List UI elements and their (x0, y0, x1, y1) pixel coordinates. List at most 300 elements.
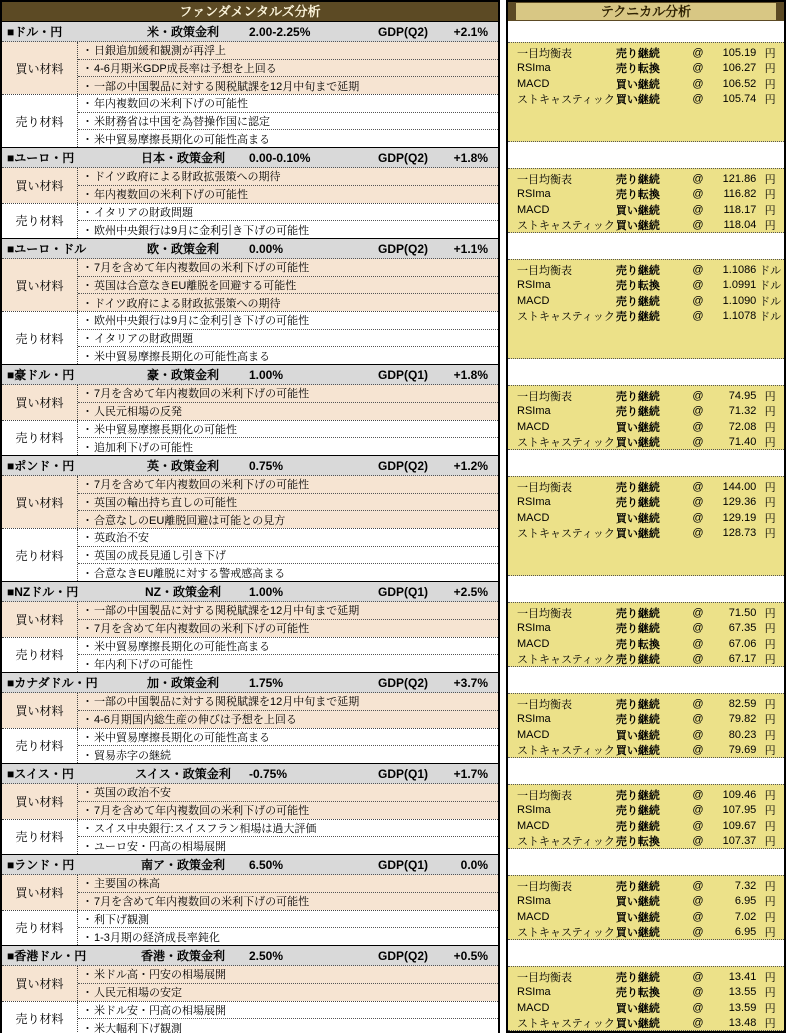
factor-row (78, 293, 498, 311)
currency-section (2, 364, 498, 455)
indicator-price: 82.59 (728, 697, 757, 710)
currency-pair-label: ■スイス・円 (7, 767, 74, 781)
factor-row (78, 402, 498, 420)
indicator-price: 67.06 (728, 637, 757, 650)
technical-indicator-row (508, 187, 784, 203)
sell-factors-group (2, 311, 498, 364)
fundamentals-title: ファンダメンタルズ分析 (179, 4, 321, 19)
currency-pair-label: ■NZドル・円 (7, 585, 79, 599)
currency-section-header (2, 365, 498, 385)
price-unit: 円 (764, 638, 776, 651)
currency-section (2, 147, 498, 238)
sell-factors-label: 売り材料 (2, 95, 78, 147)
bullet-mark: ・ (82, 714, 93, 727)
fundamentals-title-bar (2, 2, 498, 21)
sell-factors-label: 売り材料 (2, 529, 78, 581)
factor-row (78, 276, 498, 294)
currency-section-header (2, 582, 498, 602)
currency-section-header (2, 239, 498, 259)
gdp-label: GDP(Q2) (377, 241, 428, 256)
currency-pair-label: ■ユーロ・ドル (7, 242, 87, 256)
technical-indicator-row (508, 985, 784, 1001)
indicator-name: RSIma (517, 405, 551, 418)
price-unit: 円 (764, 745, 776, 758)
indicator-name: MACD (517, 77, 550, 90)
factors-body (2, 42, 498, 147)
factors-body (2, 259, 498, 364)
factor-text: 英国の輸出持ち直しの可能性 (94, 497, 237, 509)
buy-factors-label: 買い材料 (2, 784, 78, 819)
technical-indicator-row (508, 621, 784, 637)
at-sign-icon: @ (692, 188, 704, 201)
bullet-mark: ・ (82, 640, 93, 653)
indicator-name: RSIma (517, 496, 551, 509)
factor-row (78, 875, 498, 892)
at-sign-icon: @ (692, 653, 704, 666)
gdp-value: 0.0% (460, 857, 488, 872)
indicator-price: 107.37 (722, 835, 757, 848)
technical-indicator-row (508, 878, 784, 894)
indicator-signal: 買い継続 (615, 204, 660, 217)
indicator-name: RSIma (517, 713, 551, 726)
at-sign-icon: @ (692, 405, 704, 418)
bullet-mark: ・ (82, 787, 93, 800)
sell-factors-group (2, 420, 498, 456)
technical-signals-block (508, 966, 784, 1031)
price-unit: 円 (764, 406, 776, 419)
indicator-name: MACD (517, 511, 550, 524)
indicator-signal: 売り継続 (615, 295, 660, 308)
bullet-mark: ・ (82, 605, 93, 618)
factor-text: ドイツ政府による財政拡張策への期待 (94, 171, 281, 184)
bullet-mark: ・ (82, 406, 93, 419)
bullet-mark: ・ (82, 878, 93, 891)
technical-indicator-row (508, 818, 784, 834)
factor-row (78, 112, 498, 130)
technical-indicator-row (508, 171, 784, 187)
technical-section (508, 854, 784, 945)
at-sign-icon: @ (692, 496, 704, 509)
factor-row (78, 654, 498, 672)
indicator-price: 107.95 (722, 804, 757, 817)
sell-factors-group (2, 94, 498, 147)
at-sign-icon: @ (692, 511, 704, 524)
currency-section (2, 21, 498, 147)
factor-row (78, 421, 498, 438)
indicator-price: 128.73 (722, 527, 757, 540)
factor-row (78, 983, 498, 1001)
technical-section (508, 763, 784, 854)
gdp-label: GDP(Q1) (377, 367, 428, 382)
buy-factors-list (78, 875, 498, 910)
indicator-price: 1.1090 (722, 294, 757, 307)
technical-indicator-row (508, 636, 784, 652)
gdp-value: +1.7% (453, 766, 488, 781)
factor-text: 4-6月期米GDP成長率は予想を上回る (94, 63, 277, 75)
currency-section-header (2, 764, 498, 784)
at-sign-icon: @ (692, 93, 704, 106)
factor-row (78, 784, 498, 801)
technical-section (508, 21, 784, 147)
gdp-label: GDP(Q2) (377, 24, 428, 39)
currency-pair-label: ■ランド・円 (7, 858, 75, 872)
indicator-name: RSIma (517, 804, 551, 817)
indicator-signal: 買い継続 (615, 1002, 660, 1015)
gdp-label: GDP(Q1) (377, 857, 428, 872)
gdp-label: GDP(Q1) (377, 766, 428, 781)
price-unit: 円 (764, 880, 776, 893)
factor-row (78, 911, 498, 928)
price-unit: 円 (764, 971, 776, 984)
gdp-value: +1.1% (453, 241, 488, 256)
indicator-price: 1.1086 (722, 263, 757, 276)
buy-factors-label: 買い材料 (2, 693, 78, 728)
indicator-signal: 売り転換 (615, 836, 660, 849)
technical-title-plate (516, 3, 776, 20)
factor-text: 欧州中央銀行は9月に金利引き下げの可能性 (94, 315, 310, 328)
buy-factors-label: 買い材料 (2, 168, 78, 203)
indicator-price: 67.17 (728, 653, 757, 666)
factor-text: 主要国の株高 (94, 878, 160, 891)
technical-spacer (508, 147, 784, 168)
price-unit: 円 (764, 623, 776, 636)
at-sign-icon: @ (692, 203, 704, 216)
factor-text: 一部の中国製品に対する関税賦課を12月中旬まで延期 (94, 696, 360, 709)
at-sign-icon: @ (692, 1017, 704, 1030)
indicator-price: 13.41 (728, 970, 757, 983)
indicator-price: 105.74 (722, 93, 757, 106)
at-sign-icon: @ (692, 77, 704, 90)
price-unit: 円 (764, 805, 776, 818)
policy-rate-label: 英・政策金利 (146, 459, 219, 473)
factor-text: 年内利下げの可能性 (94, 658, 193, 671)
price-unit: 円 (764, 698, 776, 711)
indicator-price: 105.19 (722, 46, 757, 59)
bullet-mark: ・ (82, 297, 93, 310)
factor-row (78, 927, 498, 945)
indicator-name: 一目均衡表 (517, 264, 572, 277)
bullet-mark: ・ (82, 696, 93, 709)
indicator-name: MACD (517, 1001, 550, 1014)
indicator-signal: 売り継続 (615, 714, 660, 727)
indicator-signal: 売り継続 (615, 698, 660, 711)
technical-indicator-row (508, 605, 784, 621)
indicator-signal: 買い継続 (615, 745, 660, 758)
indicator-signal: 売り継続 (615, 390, 660, 403)
indicator-name: ストキャスティック (517, 437, 615, 450)
currency-pair-label: ■豪ドル・円 (7, 368, 75, 382)
policy-rate-label: NZ・政策金利 (145, 585, 221, 599)
technical-indicator-row (508, 652, 784, 668)
price-unit: ドル (759, 264, 782, 277)
factor-text: 英国は合意なきEU離脱を回避する可能性 (94, 280, 297, 292)
bullet-mark: ・ (82, 333, 93, 345)
technical-section (508, 945, 784, 1033)
at-sign-icon: @ (692, 436, 704, 449)
technical-indicator-row (508, 712, 784, 728)
buy-factors-group (2, 168, 498, 203)
sell-factors-list (78, 820, 498, 855)
buy-factors-list (78, 385, 498, 420)
sell-factors-list (78, 95, 498, 147)
sell-factors-list (78, 911, 498, 946)
bullet-mark: ・ (82, 206, 93, 219)
indicator-price: 13.55 (728, 986, 757, 999)
sell-factors-list (78, 312, 498, 364)
factor-row (78, 529, 498, 546)
buy-factors-label: 買い材料 (2, 42, 78, 94)
indicator-name: ストキャスティック (517, 1018, 615, 1031)
bullet-mark: ・ (82, 262, 93, 275)
sell-factors-group (2, 637, 498, 673)
indicator-signal: 買い継続 (615, 896, 660, 909)
indicator-name: 一目均衡表 (517, 47, 572, 60)
price-unit: 円 (764, 729, 776, 742)
factor-text: 7月を含めて年内複数回の米利下げの可能性 (94, 262, 310, 275)
indicator-price: 144.00 (722, 480, 757, 493)
indicator-name: 一目均衡表 (517, 698, 572, 711)
policy-rate-value: 0.75% (249, 458, 284, 473)
indicator-name: RSIma (517, 986, 551, 999)
factors-body (2, 966, 498, 1033)
fundamentals-sections (2, 21, 498, 1033)
at-sign-icon: @ (692, 606, 704, 619)
sell-factors-label: 売り材料 (2, 204, 78, 239)
currency-section (2, 945, 498, 1033)
price-unit: ドル (759, 311, 782, 324)
factor-text: 7月を含めて年内複数回の米利下げの可能性 (94, 896, 310, 909)
at-sign-icon: @ (692, 713, 704, 726)
sell-factors-label: 売り材料 (2, 312, 78, 364)
technical-signals-block (508, 602, 784, 667)
factor-row (78, 204, 498, 221)
bullet-mark: ・ (82, 514, 93, 527)
policy-rate-value: 1.00% (249, 584, 284, 599)
factor-row (78, 476, 498, 493)
technical-indicator-row (508, 803, 784, 819)
indicator-price: 79.82 (728, 713, 757, 726)
buy-factors-list (78, 602, 498, 637)
indicator-signal: 売り継続 (615, 805, 660, 818)
factor-text: 米中貿易摩擦長期化の可能性高まる (94, 640, 270, 653)
indicator-signal: 買い継続 (615, 528, 660, 541)
buy-factors-group (2, 42, 498, 94)
bullet-mark: ・ (82, 441, 93, 454)
sell-factors-label: 売り材料 (2, 729, 78, 764)
sell-factors-list (78, 421, 498, 456)
indicator-signal: 売り転換 (615, 280, 660, 293)
technical-signals-block (508, 875, 784, 940)
factor-text: スイス中央銀行:スイスフラン相場は過大評価 (94, 822, 317, 835)
indicator-name: RSIma (517, 895, 551, 908)
gdp-label: GDP(Q2) (377, 675, 428, 690)
factor-row (78, 168, 498, 185)
indicator-price: 1.0991 (722, 279, 757, 292)
policy-rate-value: 0.00-0.10% (249, 150, 311, 165)
factor-text: 7月を含めて年内複数回の米利下げの可能性 (94, 388, 310, 401)
technical-section (508, 147, 784, 238)
indicator-signal: 売り継続 (615, 173, 660, 186)
factor-text: 合意なきEU離脱に対する警戒感高まる (94, 567, 286, 580)
at-sign-icon: @ (692, 926, 704, 939)
currency-section-header (2, 148, 498, 168)
bullet-mark: ・ (82, 280, 93, 292)
bullet-mark: ・ (82, 497, 93, 509)
factor-row (78, 220, 498, 238)
technical-indicator-row (508, 278, 784, 294)
factor-text: 米中貿易摩擦長期化の可能性 (94, 423, 237, 436)
buy-factors-group (2, 385, 498, 420)
price-unit: 円 (764, 63, 776, 76)
factor-text: 追加利下げの可能性 (94, 441, 193, 454)
gdp-label: GDP(Q2) (377, 150, 428, 165)
indicator-name: ストキャスティック (517, 745, 615, 758)
policy-rate-value: 2.00-2.25% (249, 24, 311, 39)
indicator-name: ストキャスティック (517, 528, 615, 541)
factor-row (78, 493, 498, 511)
factor-text: 年内複数回の米利下げの可能性 (94, 98, 248, 111)
indicator-signal: 買い継続 (615, 437, 660, 450)
at-sign-icon: @ (692, 788, 704, 801)
technical-spacer (508, 581, 784, 602)
factor-row (78, 892, 498, 910)
technical-spacer (508, 672, 784, 693)
factor-text: 人民元相場の反発 (94, 406, 182, 419)
indicator-signal: 売り継続 (615, 654, 660, 667)
gdp-value: +2.5% (453, 584, 488, 599)
price-unit: 円 (764, 189, 776, 202)
at-sign-icon: @ (692, 986, 704, 999)
currency-section (2, 854, 498, 945)
factors-body (2, 385, 498, 455)
factor-row (78, 510, 498, 528)
indicator-signal: 売り継続 (615, 311, 660, 324)
at-sign-icon: @ (692, 219, 704, 232)
currency-pair-label: ■ポンド・円 (7, 459, 75, 473)
indicator-signal: 売り継続 (615, 623, 660, 636)
technical-section (508, 672, 784, 763)
factor-text: 欧州中央銀行は9月に金利引き下げの可能性 (94, 224, 310, 237)
factor-row (78, 437, 498, 455)
indicator-name: RSIma (517, 622, 551, 635)
technical-signals-block (508, 476, 784, 576)
buy-factors-group (2, 784, 498, 819)
factor-text: 人民元相場の安定 (94, 987, 182, 1000)
factor-row (78, 602, 498, 619)
indicator-price: 6.95 (734, 895, 757, 908)
factor-row (78, 312, 498, 329)
indicator-price: 71.40 (728, 436, 757, 449)
bullet-mark: ・ (82, 987, 93, 1000)
buy-factors-list (78, 259, 498, 311)
factor-row (78, 185, 498, 203)
technical-indicator-row (508, 969, 784, 985)
price-unit: ドル (759, 280, 782, 293)
technical-spacer (508, 21, 784, 42)
indicator-name: MACD (517, 294, 550, 307)
factors-body (2, 168, 498, 238)
bullet-mark: ・ (82, 479, 93, 492)
factor-text: 1-3月期の経済成長率鈍化 (94, 931, 220, 944)
factor-row (78, 385, 498, 402)
factor-row (78, 710, 498, 728)
buy-factors-list (78, 42, 498, 94)
indicator-price: 6.95 (734, 926, 757, 939)
policy-rate-value: 2.50% (249, 948, 284, 963)
indicator-signal: 売り継続 (615, 820, 660, 833)
technical-indicator-row (508, 495, 784, 511)
at-sign-icon: @ (692, 62, 704, 75)
indicator-signal: 売り転換 (615, 189, 660, 202)
gdp-value: +2.1% (453, 24, 488, 39)
factor-text: 7月を含めて年内複数回の米利下げの可能性 (94, 805, 310, 818)
technical-indicator-row (508, 419, 784, 435)
currency-pair-label: ■カナダドル・円 (7, 676, 98, 690)
price-unit: 円 (764, 437, 776, 450)
factor-text: 日銀追加緩和観測が再浮上 (94, 45, 226, 58)
indicator-signal: 買い継続 (615, 78, 660, 91)
technical-indicator-row (508, 479, 784, 495)
at-sign-icon: @ (692, 879, 704, 892)
price-unit: 円 (764, 820, 776, 833)
sell-factors-group (2, 1001, 498, 1033)
buy-factors-list (78, 476, 498, 528)
sell-factors-list (78, 204, 498, 239)
gdp-value: +3.7% (453, 675, 488, 690)
at-sign-icon: @ (692, 728, 704, 741)
bullet-mark: ・ (82, 45, 93, 58)
bullet-mark: ・ (82, 423, 93, 436)
bullet-mark: ・ (82, 1022, 93, 1033)
bullet-mark: ・ (82, 567, 93, 580)
bullet-mark: ・ (82, 658, 93, 671)
factor-row (78, 563, 498, 581)
at-sign-icon: @ (692, 622, 704, 635)
gdp-label: GDP(Q2) (377, 948, 428, 963)
technical-signals-block (508, 168, 784, 233)
factor-row (78, 729, 498, 746)
bullet-mark: ・ (82, 749, 93, 762)
factor-text: 米中貿易摩擦長期化の可能性高まる (94, 350, 270, 363)
at-sign-icon: @ (692, 172, 704, 185)
factor-row (78, 1018, 498, 1033)
gdp-value: +0.5% (453, 948, 488, 963)
sell-factors-label: 売り材料 (2, 1002, 78, 1033)
technical-section (508, 364, 784, 455)
currency-section (2, 672, 498, 763)
gdp-label: GDP(Q2) (377, 458, 428, 473)
factor-row (78, 966, 498, 983)
bullet-mark: ・ (82, 189, 93, 202)
bullet-mark: ・ (82, 98, 93, 111)
indicator-price: 1.1078 (722, 310, 757, 323)
policy-rate-value: 0.00% (249, 241, 284, 256)
indicator-name: 一目均衡表 (517, 390, 572, 403)
factor-text: 米ドル高・円安の相場展開 (94, 969, 226, 982)
factor-row (78, 693, 498, 710)
sell-factors-label: 売り材料 (2, 421, 78, 456)
indicator-name: RSIma (517, 62, 551, 75)
factor-text: 米ドル安・円高の相場展開 (94, 1004, 226, 1017)
indicator-name: MACD (517, 819, 550, 832)
technical-spacer (508, 238, 784, 259)
indicator-signal: 売り継続 (615, 497, 660, 510)
price-unit: 円 (764, 390, 776, 403)
technical-indicator-row (508, 45, 784, 61)
sell-factors-group (2, 528, 498, 581)
indicator-signal: 売り継続 (615, 607, 660, 620)
buy-factors-group (2, 602, 498, 637)
